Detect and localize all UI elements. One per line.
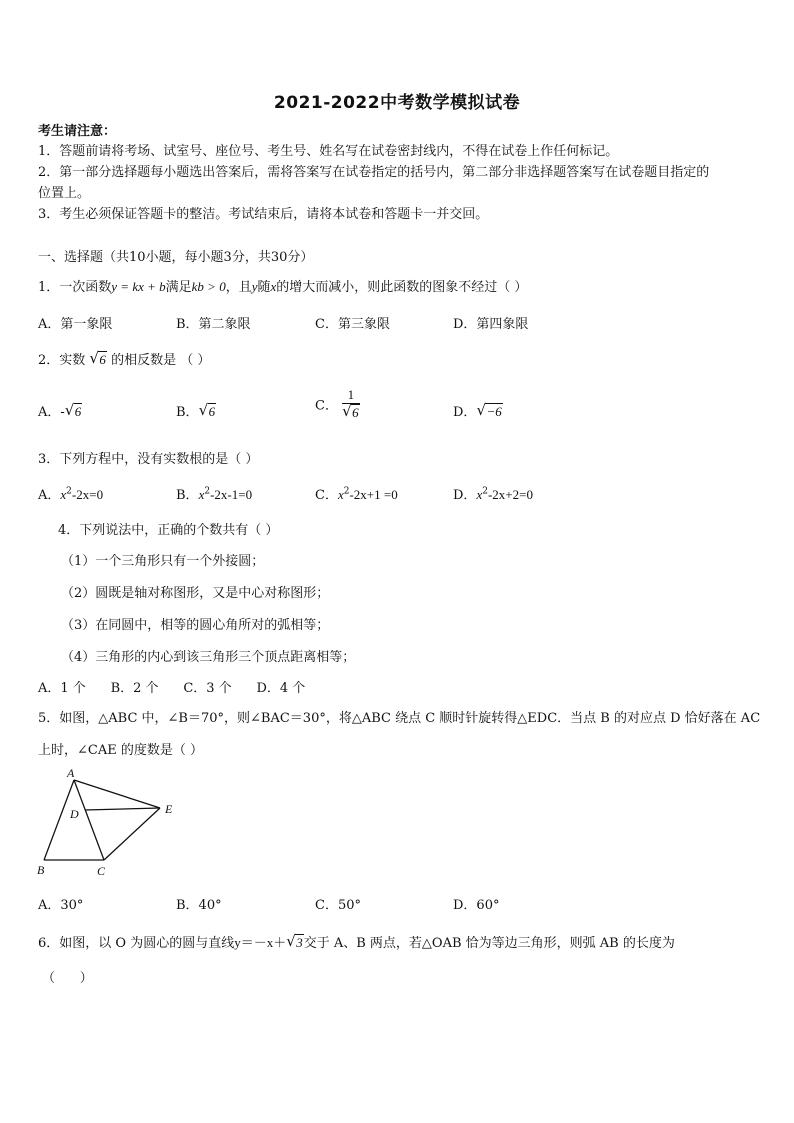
sqrt-3: √ 3 xyxy=(286,932,303,950)
q5-option-d: D．60° xyxy=(453,898,500,913)
q2-suffix: 的相反数是 （ ） xyxy=(111,353,211,368)
label-c: C xyxy=(97,864,106,878)
q2-option-b: B． √ 6 xyxy=(176,401,216,420)
question-2-stem xyxy=(38,349,210,368)
question-5-line-2: 上时，∠CAE 的度数是（ ） xyxy=(38,743,203,758)
q3-option-c: C．$x^2-2x+1 =0$ xyxy=(315,486,398,503)
q4-options: A．1 个 B．2 个 C．3 个 D．4 个 xyxy=(38,681,306,696)
q4-statement-2: （2）圆既是轴对称图形，又是中心对称图形； xyxy=(61,586,330,601)
fraction-1-over-sqrt6: 1 √ 6 xyxy=(342,387,359,420)
q2-option-d: D． √ −6 xyxy=(453,401,502,420)
q4-statement-3: （3）在同圆中，相等的圆心角所对的弧相等； xyxy=(61,618,330,633)
label-d: D xyxy=(70,807,79,821)
exam-title: 2021-2022中考数学模拟试卷 xyxy=(273,93,521,113)
q5-option-a: A．30° xyxy=(38,898,84,913)
q1-prefix: 1．一次函数 xyxy=(38,280,112,295)
q1-option-a: A．第一象限 xyxy=(38,317,113,332)
q6-formula: y＝－x＋ xyxy=(234,935,287,950)
segment-ce xyxy=(104,808,160,860)
q3-option-b: B．$x^2-2x-1=0$ xyxy=(176,486,253,503)
segment-ae xyxy=(74,780,160,808)
q5-option-c: C．50° xyxy=(315,898,361,913)
q1-option-d: D．第四象限 xyxy=(453,317,529,332)
q1-option-b: B．第二象限 xyxy=(176,317,251,332)
notice-item-2-cont: 位置上。 xyxy=(38,186,91,201)
notice-item-1: 1．答题前请将考场、试室号、座位号、考生号、姓名写在试卷密封线内，不得在试卷上作任何标记。 xyxy=(38,144,619,159)
q4-statement-1: （1）一个三角形只有一个外接圆； xyxy=(61,554,265,569)
q2-option-c: C． 1 √ 6 xyxy=(315,387,359,420)
q2-prefix: 2．实数 xyxy=(38,353,86,368)
q1-formula: y = kx + b xyxy=(111,279,166,294)
question-5-line-1: 5．如图，△ABC 中，∠B＝70°，则∠BAC＝30°，将△ABC 绕点 C 顺时针旋转得△EDC．当点 B 的对应点 D 恰好落在 AC xyxy=(38,711,761,726)
question-3-stem: 3．下列方程中，没有实数根的是（ ） xyxy=(38,452,259,467)
notice-heading: 考生请注意： xyxy=(38,124,117,139)
label-e: E xyxy=(165,802,173,816)
q1-mid3: 随 xyxy=(257,280,271,295)
sqrt-6: √ 6 xyxy=(89,349,106,367)
q3-option-a: A．$x^2-2x=0$ xyxy=(38,486,104,503)
q1-mid2: ，且 xyxy=(225,280,252,295)
question-6-stem: 6．如图，以 O 为圆心的圆与直线y＝－x＋ √ 3交于 A、B 两点，若△OAB 恰为等边三角形，则弧 AB 的长度为 xyxy=(38,932,675,951)
q1-suffix: 的增大而减小，则此函数的图象不经过（ ） xyxy=(276,280,528,295)
notice-item-3: 3．考生必须保证答题卡的整洁。考试结束后，请将本试卷和答题卡一并交回。 xyxy=(38,207,489,222)
q1-mid: 满足 xyxy=(165,280,192,295)
q5-option-b: B．40° xyxy=(176,898,222,913)
q3-option-d: D．$x^2-2x+2=0$ xyxy=(453,486,533,503)
section-heading: 一、选择题（共10小题，每小题3分，共30分） xyxy=(38,250,314,265)
q2-option-a: A．- √ 6 xyxy=(38,401,82,420)
q1-var-x: x xyxy=(270,279,277,294)
q1-var-y: y xyxy=(251,279,258,294)
question-6-answer-bracket: （ ） xyxy=(42,971,93,986)
notice-item-2: 2．第一部分选择题每小题选出答案后，需将答案写在试卷指定的括号内，第二部分非选择题答案写在试卷题目指定的 xyxy=(38,165,710,180)
q1-condition: kb > 0 xyxy=(191,279,226,294)
question-4-stem: 4．下列说法中，正确的个数共有（ ） xyxy=(58,523,279,538)
q4-statement-4: （4）三角形的内心到该三角形三个顶点距离相等； xyxy=(61,650,356,665)
label-a: A xyxy=(67,766,75,780)
triangle-rotation-figure xyxy=(34,764,184,880)
segment-de xyxy=(85,808,160,810)
question-1-stem xyxy=(38,276,527,295)
q1-option-c: C．第三象限 xyxy=(315,317,390,332)
label-b: B xyxy=(37,863,45,877)
